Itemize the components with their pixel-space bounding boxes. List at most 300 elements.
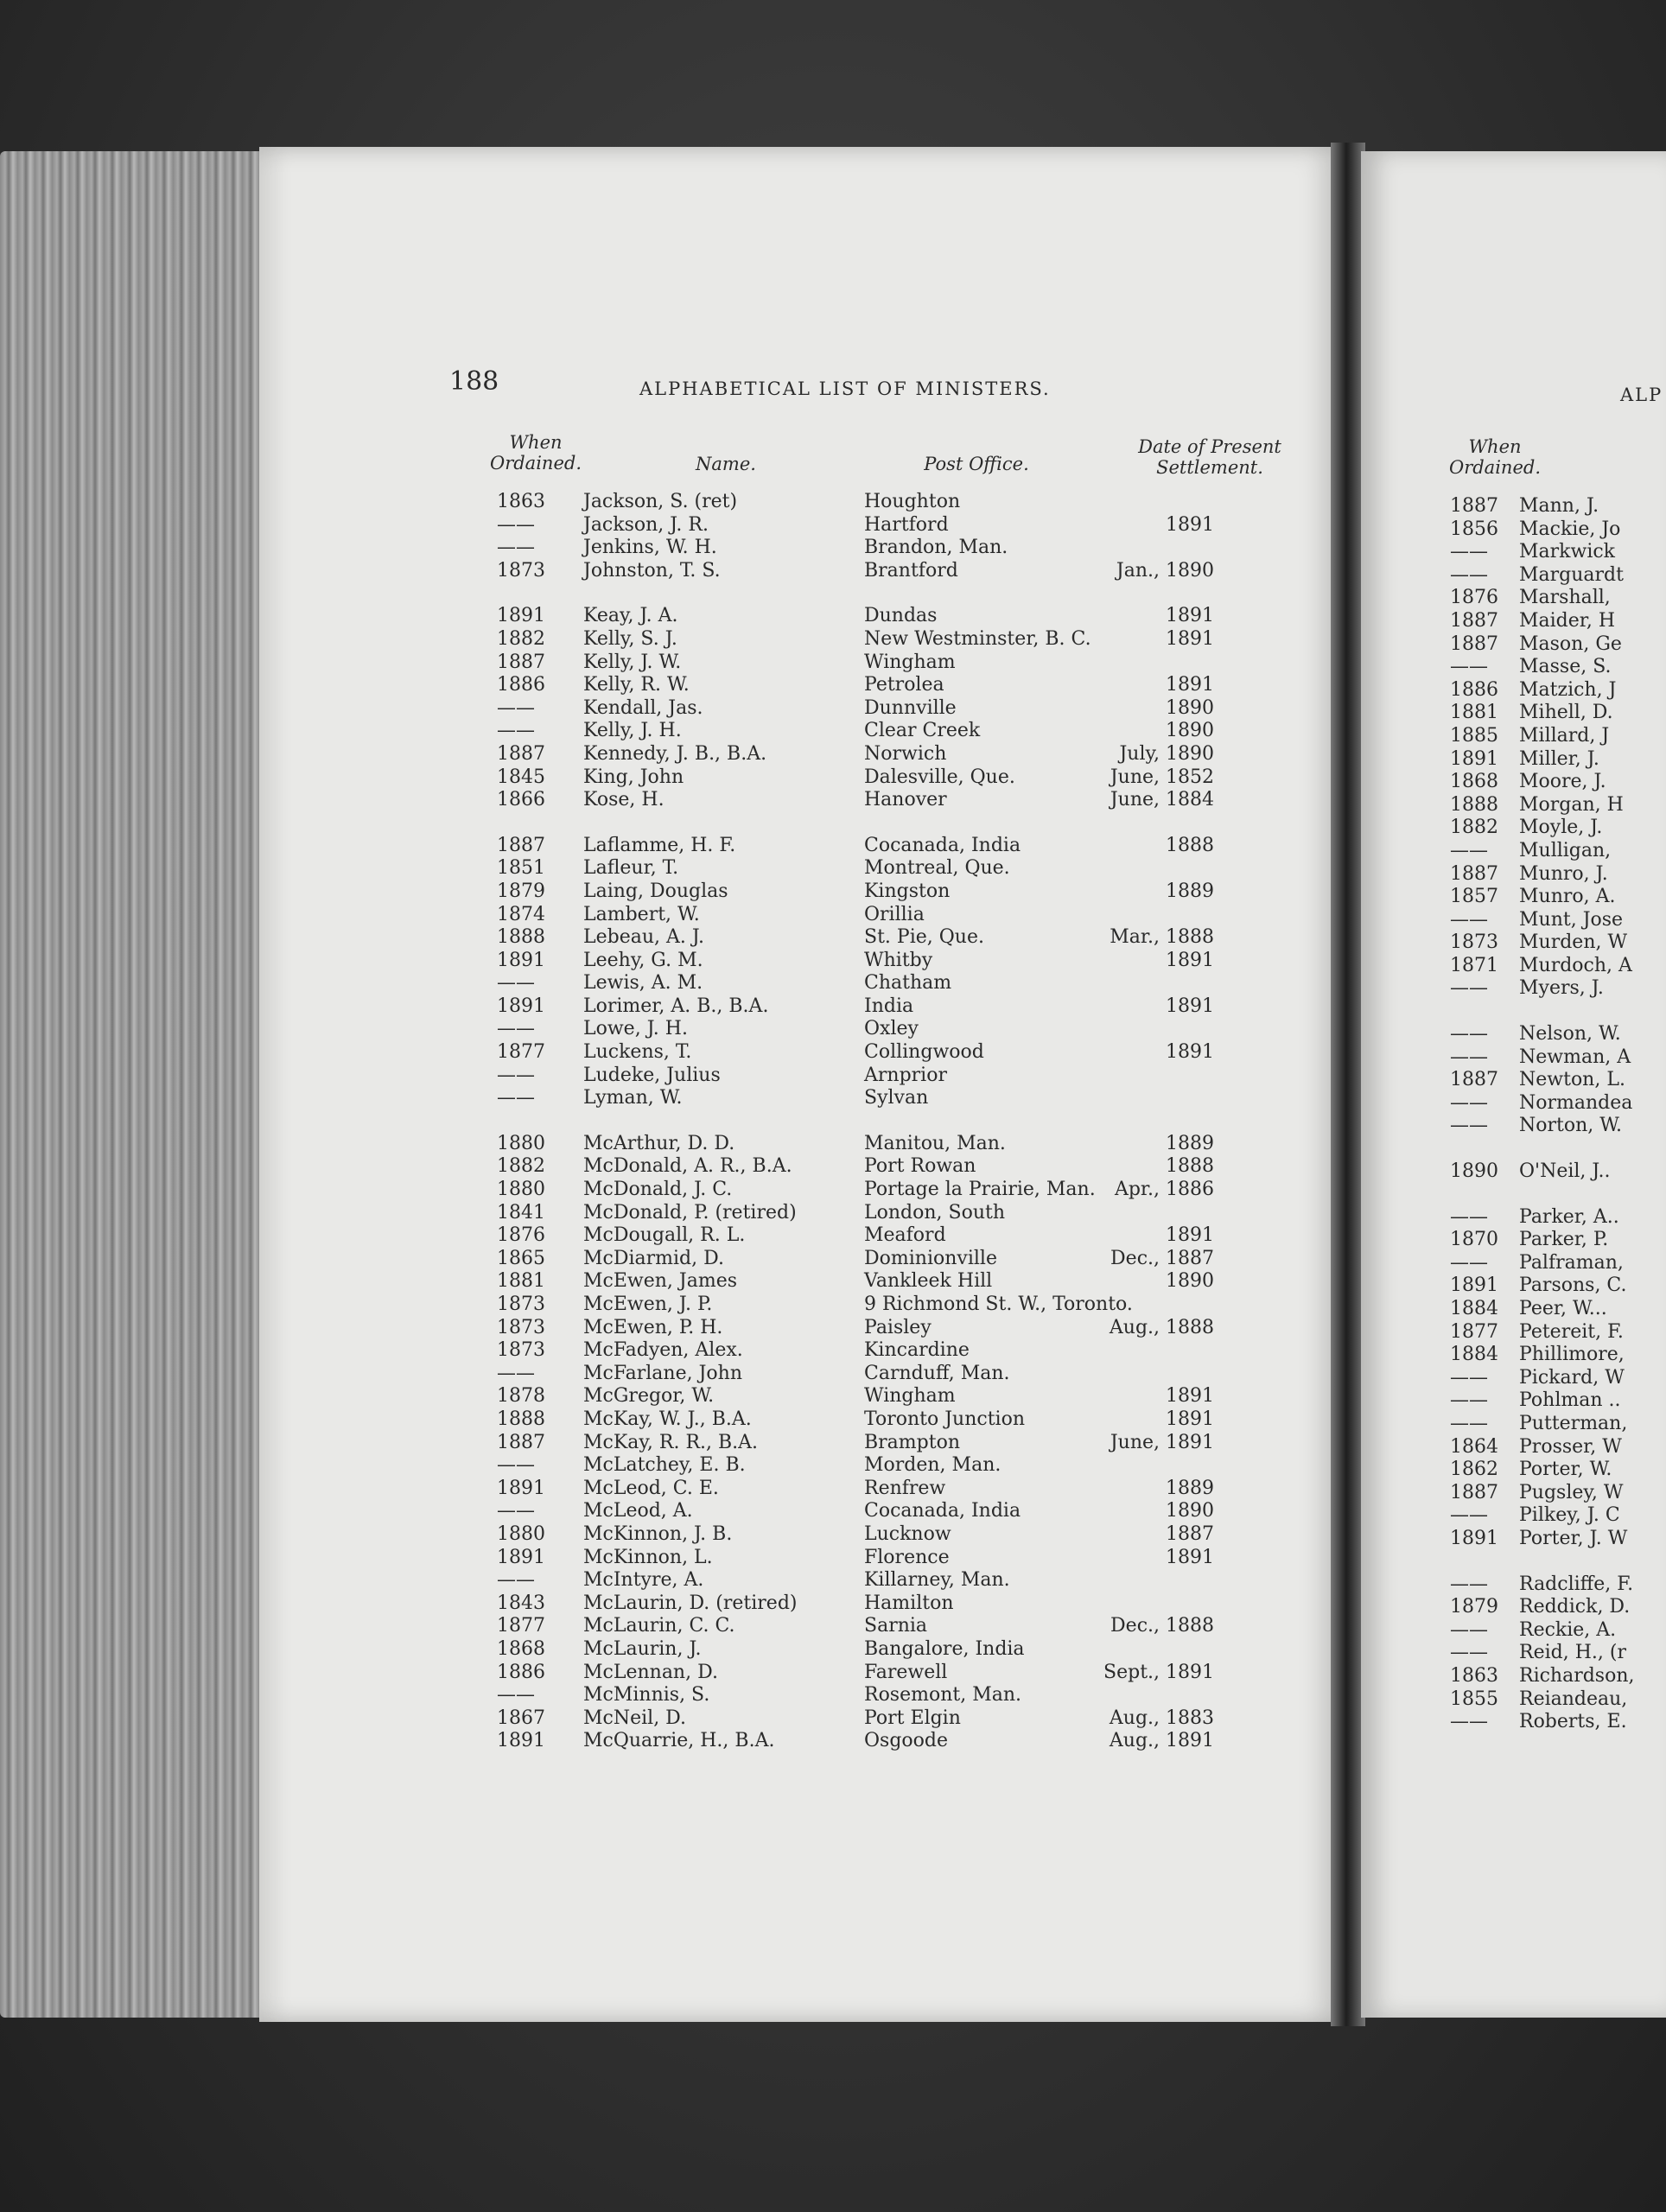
entry-name: Leehy, G. M. — [583, 949, 703, 971]
entry-date: 1889 — [1166, 880, 1214, 902]
entry-year: —— — [497, 720, 535, 742]
list-item — [1450, 1528, 1666, 1551]
list-item — [497, 537, 1309, 560]
entry-name: Reid, H., (r — [1519, 1642, 1626, 1664]
entry-year: 1856 — [1450, 518, 1498, 540]
entry-name: Parker, P. — [1519, 1229, 1609, 1251]
list-item — [1450, 633, 1666, 657]
ministers-list — [497, 491, 1309, 1753]
list-item — [1450, 794, 1666, 817]
entry-name: Moore, J. — [1519, 771, 1606, 793]
entry-name: McDonald, J. C. — [583, 1179, 733, 1201]
entry-year: 1887 — [1450, 495, 1498, 517]
entry-name: Pohlman .. — [1519, 1389, 1621, 1412]
list-item — [1450, 1023, 1666, 1046]
entry-date: Jan., 1890 — [1116, 559, 1214, 582]
list-item — [1450, 1160, 1666, 1184]
entry-name: O'Neil, J.. — [1519, 1160, 1611, 1183]
entry-year: —— — [1450, 656, 1488, 678]
entry-name: Marshall, — [1519, 587, 1611, 609]
entry-year: —— — [497, 1569, 535, 1592]
list-item — [497, 1662, 1309, 1685]
entry-year: 1843 — [497, 1592, 545, 1614]
entry-year: —— — [1450, 563, 1488, 586]
entry-name: Matzich, J — [1519, 678, 1617, 701]
list-item — [497, 1569, 1309, 1592]
list-item — [1450, 610, 1666, 633]
entry-post-office: Bangalore, India — [864, 1637, 1025, 1660]
entry-name: McLatchey, E. B. — [583, 1454, 746, 1477]
entry-date: 1891 — [1166, 949, 1214, 971]
entry-date: 1887 — [1166, 1522, 1214, 1545]
entry-year: 1870 — [1450, 1229, 1498, 1251]
entry-year: 1890 — [1450, 1160, 1498, 1183]
entry-post-office: Manitou, Man. — [864, 1132, 1006, 1154]
entry-name: McKinnon, L. — [583, 1546, 713, 1568]
entry-year: 1884 — [1450, 1344, 1498, 1366]
list-item — [497, 1133, 1309, 1156]
entry-year: 1891 — [1450, 1274, 1498, 1297]
entry-name: Parsons, C. — [1519, 1274, 1627, 1297]
list-item — [1450, 1367, 1666, 1390]
entry-year: 1886 — [497, 674, 545, 696]
list-item — [1450, 1436, 1666, 1459]
entry-post-office: Dundas — [864, 605, 938, 627]
entry-name: McFarlane, John — [583, 1362, 742, 1384]
entry-name: Porter, J. W — [1519, 1527, 1628, 1549]
entry-post-office: Carnduff, Man. — [864, 1362, 1010, 1384]
entry-name: Miller, J. — [1519, 747, 1599, 770]
entry-post-office: Montreal, Que. — [864, 857, 1010, 880]
entry-year: 1880 — [497, 1132, 545, 1154]
entry-name: Reiandeau, — [1519, 1688, 1628, 1710]
list-item — [1450, 1344, 1666, 1367]
entry-post-office: Florence — [864, 1546, 950, 1568]
entry-year: 1885 — [1450, 724, 1498, 747]
entry-year: 1873 — [497, 1294, 545, 1315]
entry-post-office: Hamilton — [864, 1592, 954, 1614]
entry-name: McFadyen, Alex. — [583, 1339, 743, 1362]
entry-year: 1864 — [1450, 1435, 1498, 1458]
entry-year: —— — [497, 1500, 535, 1522]
entry-name: Kelly, J. H. — [583, 720, 682, 742]
list-item — [1450, 909, 1666, 932]
entry-year: 1887 — [1450, 609, 1498, 632]
entry-date: 1890 — [1166, 720, 1214, 742]
entry-name: McLeod, C. E. — [583, 1477, 719, 1499]
list-item — [497, 1523, 1309, 1547]
entry-post-office: Brampton — [864, 1431, 960, 1453]
entry-post-office: Rosemont, Man. — [864, 1684, 1022, 1707]
list-item — [1450, 1573, 1666, 1597]
entry-date: 1891 — [1166, 1546, 1214, 1568]
entry-post-office: Orillia — [864, 903, 925, 925]
entry-name: Munro, J. — [1519, 862, 1608, 885]
entry-name: McDonald, P. (retired) — [583, 1201, 797, 1224]
list-item — [497, 1408, 1309, 1432]
list-item — [497, 1179, 1309, 1202]
entry-post-office: Arnprior — [864, 1064, 947, 1086]
entry-post-office: Port Elgin — [864, 1707, 961, 1729]
entry-name: Lorimer, A. B., B.A. — [583, 995, 769, 1017]
list-item — [1450, 977, 1666, 1001]
entry-year: 1891 — [1450, 747, 1498, 770]
entry-name: Parker, A.. — [1519, 1205, 1619, 1228]
list-item — [497, 1018, 1309, 1041]
entry-post-office: London, South — [864, 1201, 1006, 1224]
entry-name: McLennan, D. — [583, 1661, 718, 1683]
entry-name: Masse, S. — [1519, 656, 1612, 678]
list-item — [497, 1547, 1309, 1570]
entry-post-office: Farewell — [864, 1661, 948, 1683]
list-item — [1450, 495, 1666, 518]
list-item — [1450, 840, 1666, 863]
list-item — [497, 1270, 1309, 1294]
entry-year: —— — [1450, 1115, 1488, 1137]
header-date-settlement — [1123, 436, 1296, 478]
entry-year: 1877 — [1450, 1320, 1498, 1343]
entry-name: Putterman, — [1519, 1412, 1628, 1434]
list-item — [497, 720, 1309, 743]
entry-post-office: Sarnia — [864, 1615, 928, 1637]
entry-year: 1887 — [497, 651, 545, 673]
entry-name: Kelly, S. J. — [583, 627, 677, 650]
list-item — [497, 560, 1309, 583]
entry-date: 1891 — [1166, 1041, 1214, 1064]
entry-year: —— — [1450, 839, 1488, 861]
entry-year: 1891 — [497, 1477, 545, 1499]
list-item — [497, 1684, 1309, 1707]
entry-post-office: Dominionville — [864, 1247, 997, 1269]
right-header-when-line1: When — [1468, 436, 1522, 457]
list-item — [1450, 1459, 1666, 1482]
entry-year: —— — [1450, 977, 1488, 1000]
entry-year: 1873 — [1450, 931, 1498, 954]
list-item — [1450, 1092, 1666, 1116]
entry-year: —— — [1450, 1412, 1488, 1434]
list-item — [497, 1730, 1309, 1753]
entry-year: 1855 — [1450, 1688, 1498, 1710]
entry-post-office: Port Rowan — [864, 1155, 976, 1178]
entry-name: McGregor, W. — [583, 1385, 715, 1408]
entry-year: —— — [1450, 1046, 1488, 1068]
entry-date: Aug., 1888 — [1109, 1316, 1214, 1338]
entry-date: June, 1852 — [1110, 766, 1214, 788]
entry-name: Mason, Ge — [1519, 632, 1622, 655]
entry-year: 1868 — [1450, 771, 1498, 793]
list-item — [1450, 817, 1666, 840]
entry-post-office: Brandon, Man. — [864, 537, 1008, 559]
entry-year: 1877 — [497, 1041, 545, 1064]
entry-date: Sept., 1891 — [1103, 1661, 1214, 1683]
entry-post-office: India — [864, 995, 914, 1017]
entry-name: Lebeau, A. J. — [583, 926, 704, 949]
list-item — [497, 491, 1309, 514]
entry-year: 1882 — [497, 1155, 545, 1178]
section-gap — [497, 1110, 1309, 1133]
list-item — [1450, 1413, 1666, 1436]
entry-name: Morgan, H — [1519, 793, 1624, 816]
entry-year: —— — [1450, 1251, 1488, 1274]
list-item — [497, 1454, 1309, 1478]
entry-name: Mann, J. — [1519, 495, 1599, 517]
list-item — [1450, 1596, 1666, 1619]
entry-name: McNeil, D. — [583, 1707, 687, 1729]
header-when-line1: When — [509, 432, 563, 453]
entry-year: 1862 — [1450, 1459, 1498, 1481]
entry-year: 1887 — [1450, 1069, 1498, 1091]
entry-name: Jackson, J. R. — [583, 513, 709, 536]
entry-post-office: Osgoode — [864, 1730, 949, 1752]
entry-year: 1881 — [1450, 702, 1498, 724]
entry-name: Porter, W. — [1519, 1459, 1612, 1481]
entry-year: 1887 — [1450, 632, 1498, 655]
entry-year: 1886 — [1450, 678, 1498, 701]
entry-date: 1889 — [1166, 1132, 1214, 1154]
running-head: ALPHABETICAL LIST OF MINISTERS. — [639, 378, 1051, 399]
header-when-ordained — [471, 432, 601, 474]
entry-year: 1887 — [1450, 862, 1498, 885]
entry-name: McKay, W. J., B.A. — [583, 1408, 752, 1430]
list-item — [1450, 1482, 1666, 1505]
entry-name: Millard, J — [1519, 724, 1610, 747]
entry-date: 1891 — [1166, 627, 1214, 650]
entry-name: Petereit, F. — [1519, 1320, 1624, 1343]
entry-post-office: Paisley — [864, 1316, 932, 1338]
list-item — [1450, 1321, 1666, 1344]
list-item — [497, 1248, 1309, 1271]
entry-year: 1880 — [497, 1179, 545, 1201]
list-item — [497, 514, 1309, 537]
list-item — [1450, 564, 1666, 588]
entry-year: 1888 — [497, 926, 545, 949]
entry-name: Myers, J. — [1519, 977, 1604, 1000]
entry-post-office: Whitby — [864, 949, 933, 971]
list-item — [497, 743, 1309, 766]
entry-name: McArthur, D. D. — [583, 1132, 735, 1154]
entry-year: —— — [1450, 1573, 1488, 1595]
entry-year: —— — [497, 513, 535, 536]
list-item — [1450, 1229, 1666, 1252]
entry-year: 1873 — [497, 1316, 545, 1338]
entry-name: Munt, Jose — [1519, 908, 1624, 931]
entry-name: Laing, Douglas — [583, 880, 728, 902]
entry-post-office: Portage la Prairie, Man. — [864, 1179, 1096, 1201]
list-item — [497, 1478, 1309, 1501]
list-item — [1450, 702, 1666, 725]
entry-name: Maider, H — [1519, 609, 1616, 632]
entry-year: —— — [1450, 1389, 1488, 1412]
entry-year: 1887 — [497, 1431, 545, 1453]
entry-year: —— — [497, 1684, 535, 1707]
entry-year: 1863 — [1450, 1664, 1498, 1687]
header-date-line1: Date of Present — [1138, 436, 1281, 457]
list-item — [497, 1500, 1309, 1523]
entry-name: Mackie, Jo — [1519, 518, 1621, 540]
header-date-line2: Settlement. — [1156, 457, 1263, 478]
list-item — [1450, 1274, 1666, 1298]
entry-post-office: Chatham — [864, 972, 952, 995]
entry-name: Mihell, D. — [1519, 702, 1613, 724]
list-item — [1450, 1206, 1666, 1230]
list-item — [1450, 1389, 1666, 1413]
entry-post-office: 9 Richmond St. W., Toronto. — [864, 1294, 1133, 1315]
entry-year: 1876 — [497, 1224, 545, 1247]
entry-date: 1891 — [1166, 605, 1214, 627]
entry-name: Prosser, W — [1519, 1435, 1622, 1458]
entry-date: 1891 — [1166, 1408, 1214, 1430]
entry-year: 1887 — [1450, 1481, 1498, 1503]
list-item — [1450, 748, 1666, 772]
entry-name: McDonald, A. R., B.A. — [583, 1155, 792, 1178]
entry-name: Munro, A. — [1519, 886, 1616, 908]
entry-year: 1891 — [1450, 1527, 1498, 1549]
entry-year: 1868 — [497, 1637, 545, 1660]
list-item — [1450, 1711, 1666, 1734]
list-item — [497, 972, 1309, 995]
entry-name: Jackson, S. (ret) — [583, 491, 738, 512]
entry-name: McKinnon, J. B. — [583, 1522, 733, 1545]
list-item — [497, 1294, 1309, 1317]
entry-post-office: Toronto Junction — [864, 1408, 1025, 1430]
entry-year: —— — [497, 696, 535, 719]
entry-post-office: Dunnville — [864, 696, 957, 719]
entry-year: —— — [1450, 1642, 1488, 1664]
entry-year: 1873 — [497, 1339, 545, 1362]
entry-year: 1886 — [497, 1661, 545, 1683]
entry-post-office: Meaford — [864, 1224, 946, 1247]
entry-name: Reddick, D. — [1519, 1596, 1631, 1618]
entry-year: 1863 — [497, 491, 545, 512]
header-name: Name. — [696, 454, 756, 474]
list-item — [497, 1317, 1309, 1340]
entry-post-office: Renfrew — [864, 1477, 946, 1499]
entry-name: Johnston, T. S. — [583, 559, 721, 582]
entry-name: Normandea — [1519, 1091, 1633, 1114]
list-item — [1450, 1504, 1666, 1528]
list-item — [497, 1041, 1309, 1065]
entry-name: Kendall, Jas. — [583, 696, 703, 719]
entry-date: Apr., 1886 — [1114, 1179, 1214, 1201]
entry-name: Newton, L. — [1519, 1069, 1625, 1091]
list-item — [497, 857, 1309, 880]
entry-post-office: Cocanada, India — [864, 1500, 1021, 1522]
entry-name: Pickard, W — [1519, 1366, 1625, 1389]
entry-name: Reckie, A. — [1519, 1618, 1617, 1641]
entry-year: 1891 — [497, 949, 545, 971]
entry-date: 1891 — [1166, 1224, 1214, 1247]
entry-date: 1891 — [1166, 513, 1214, 536]
list-item — [1450, 1069, 1666, 1092]
list-item — [497, 697, 1309, 721]
entry-name: Luckens, T. — [583, 1041, 692, 1064]
list-item — [1450, 1665, 1666, 1688]
entry-date: 1891 — [1166, 1385, 1214, 1408]
right-running-head: ALP — [1620, 385, 1663, 405]
entry-post-office: Norwich — [864, 742, 947, 765]
entry-date: 1890 — [1166, 1500, 1214, 1522]
entry-year: 1884 — [1450, 1298, 1498, 1319]
list-item — [497, 926, 1309, 950]
entry-name: Ludeke, Julius — [583, 1064, 721, 1086]
entry-year: 1887 — [497, 834, 545, 856]
entry-year: —— — [497, 1064, 535, 1086]
entry-year: 1882 — [497, 627, 545, 650]
entry-year: —— — [497, 1454, 535, 1477]
entry-year: 1891 — [497, 995, 545, 1017]
entry-name: McEwen, James — [583, 1270, 738, 1293]
entry-date: 1889 — [1166, 1477, 1214, 1499]
list-item — [497, 789, 1309, 812]
entry-post-office: Vankleek Hill — [864, 1270, 993, 1293]
entry-year: 1845 — [497, 766, 545, 788]
entry-name: Radcliffe, F. — [1519, 1573, 1634, 1595]
entry-date: Aug., 1883 — [1109, 1707, 1214, 1729]
entry-year: 1891 — [497, 605, 545, 627]
entry-date: 1888 — [1166, 1155, 1214, 1178]
list-item — [1450, 1115, 1666, 1138]
entry-post-office: Morden, Man. — [864, 1454, 1002, 1477]
entry-name: Lowe, J. H. — [583, 1018, 688, 1040]
entry-date: June, 1884 — [1110, 789, 1214, 811]
entry-year: —— — [1450, 1205, 1488, 1228]
entry-name: Lafleur, T. — [583, 857, 679, 880]
entry-name: Phillimore, — [1519, 1344, 1625, 1366]
list-item — [1450, 931, 1666, 955]
list-item — [497, 674, 1309, 697]
entry-year: 1891 — [497, 1546, 545, 1568]
entry-name: Laflamme, H. F. — [583, 834, 736, 856]
entry-name: McQuarrie, H., B.A. — [583, 1730, 775, 1752]
entry-year: 1881 — [497, 1270, 545, 1293]
entry-year: —— — [1450, 908, 1488, 931]
list-item — [497, 605, 1309, 628]
entry-name: Markwick — [1519, 541, 1616, 563]
entry-year: 1887 — [497, 742, 545, 765]
list-item — [497, 1087, 1309, 1110]
entry-year: —— — [1450, 1091, 1488, 1114]
list-item — [497, 1432, 1309, 1455]
section-gap — [1450, 1001, 1666, 1023]
entry-name: McDiarmid, D. — [583, 1247, 724, 1269]
entry-year: —— — [1450, 1366, 1488, 1389]
list-item — [1450, 1298, 1666, 1321]
list-item — [497, 628, 1309, 652]
entry-name: Peer, W... — [1519, 1298, 1607, 1319]
entry-name: Kelly, R. W. — [583, 674, 690, 696]
entry-name: Norton, W. — [1519, 1115, 1623, 1137]
entry-name: Murden, W — [1519, 931, 1628, 954]
entry-date: 1888 — [1166, 834, 1214, 856]
list-item — [1450, 863, 1666, 887]
section-gap — [497, 812, 1309, 835]
book-page-edges — [0, 151, 268, 2018]
entry-name: Roberts, E. — [1519, 1711, 1627, 1733]
list-item — [1450, 1046, 1666, 1070]
entry-name: Kose, H. — [583, 789, 664, 811]
entry-post-office: St. Pie, Que. — [864, 926, 984, 949]
list-item — [497, 1065, 1309, 1088]
list-item — [497, 835, 1309, 858]
entry-post-office: Kincardine — [864, 1339, 970, 1362]
list-item — [497, 880, 1309, 904]
entry-year: —— — [1450, 1618, 1488, 1641]
entry-post-office: Dalesville, Que. — [864, 766, 1015, 788]
entry-post-office: Collingwood — [864, 1041, 984, 1064]
entry-post-office: Killarney, Man. — [864, 1569, 1010, 1592]
entry-post-office: Clear Creek — [864, 720, 981, 742]
list-item — [1450, 679, 1666, 702]
